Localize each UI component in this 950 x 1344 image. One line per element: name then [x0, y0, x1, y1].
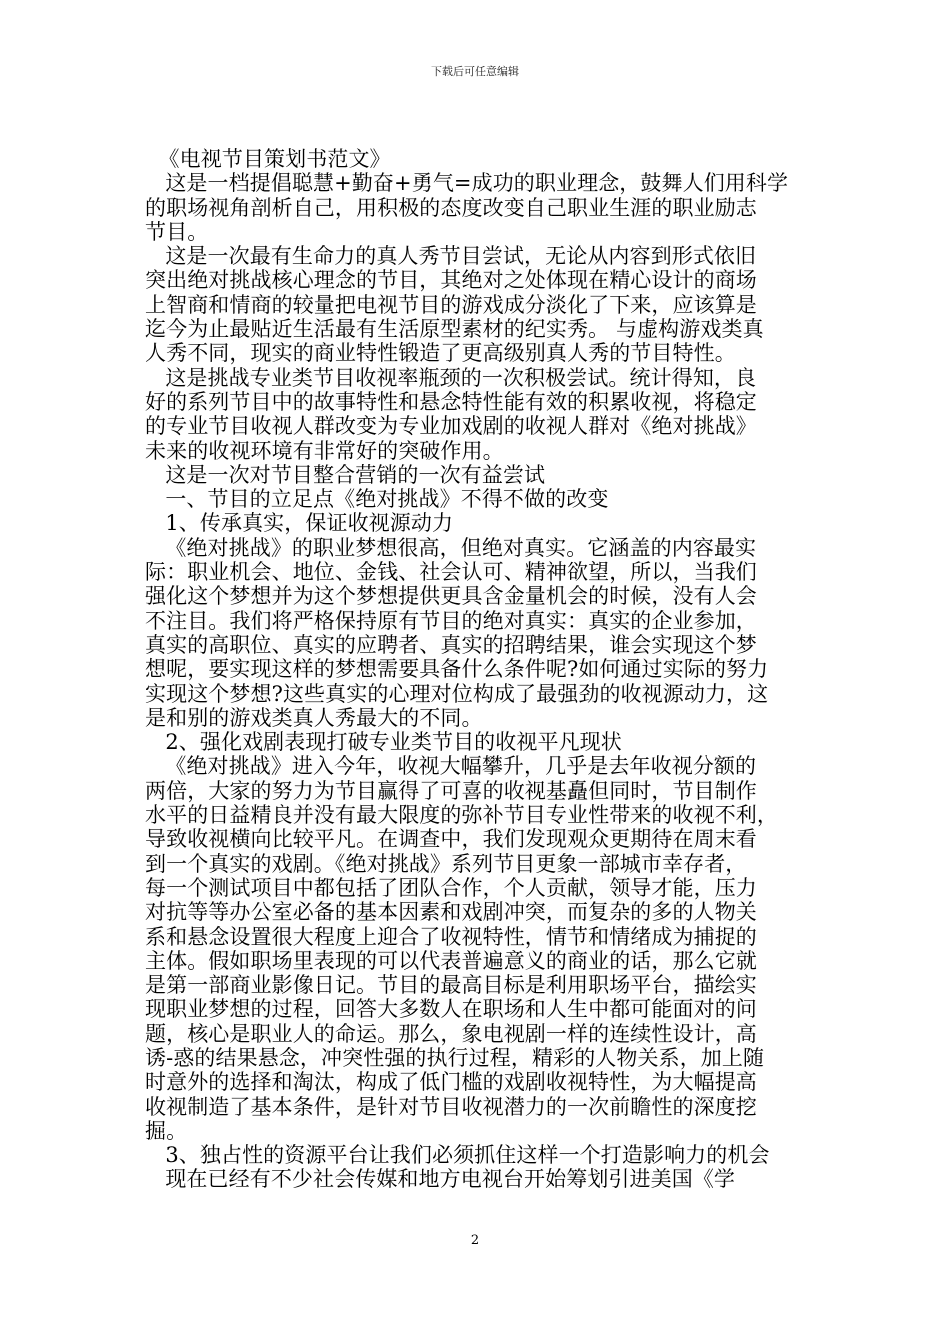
body-line: 题，核心是职业人的命运。那么，象电视剧一样的连续性设计，高: [145, 1021, 757, 1046]
body-line: 收视制造了基本条件，是针对节目收视潜力的一次前瞻性的深度挖: [145, 1094, 757, 1119]
body-line: 两倍，大家的努力为节目赢得了可喜的收视基矗但同时，节目制作: [145, 778, 757, 803]
section-heading: 一、节目的立足点《绝对挑战》不得不做的改变: [145, 487, 609, 512]
body-line: 这是一次对节目整合营销的一次有益尝试: [145, 462, 546, 487]
body-line: 好的系列节目中的故事特性和悬念特性能有效的积累收视，将稳定: [145, 389, 757, 414]
body-line: 现职业梦想的过程，回答大多数人在职场和人生中都可能面对的问: [145, 997, 757, 1022]
subsection-heading: 1、传承真实，保证收视源动力: [145, 511, 454, 536]
body-line: 诱-惑的结果悬念，冲突性强的执行过程，精彩的人物关系，加上随: [145, 1045, 765, 1070]
body-line: 突出绝对挑战核心理念的节目，其绝对之处体现在精心设计的商场: [145, 268, 757, 293]
body-line: 现在已经有不少社会传媒和地方电视台开始筹划引进美国《学: [145, 1167, 736, 1192]
body-line: 导致收视横向比较平凡。在调查中，我们发现观众更期待在周末看: [145, 827, 757, 852]
body-line: 不注目。我们将严格保持原有节目的绝对真实：真实的企业参加，: [145, 608, 757, 633]
body-line: 的专业节目收视人群改变为专业加戏剧的收视人群对《绝对挑战》: [145, 414, 757, 439]
body-line: 真实的高职位、真实的应聘者、真实的招聘结果，谁会实现这个梦: [145, 632, 757, 657]
document-body: [145, 147, 825, 1192]
body-line: 《绝对挑战》进入今年，收视大幅攀升，几乎是去年收视分额的: [145, 754, 757, 779]
body-line: 节目。: [145, 219, 209, 244]
body-line: 主体。假如职场里表现的可以代表普遍意义的商业的话，那么它就: [145, 948, 757, 973]
subsection-heading: 3、独占性的资源平台让我们必须抓住这样一个打造影响力的机会: [145, 1143, 770, 1168]
body-line: 际：职业机会、地位、金钱、社会认可、精神欲望，所以，当我们: [145, 560, 757, 585]
body-line: 是和别的游戏类真人秀最大的不同。: [145, 705, 483, 730]
body-line: 时意外的选择和淘汰，构成了低门槛的戏剧收视特性，为大幅提高: [145, 1070, 757, 1095]
body-line: 水平的日益精良并没有最大限度的弥补节目专业性带来的收视不利，: [145, 803, 778, 828]
body-line: 未来的收视环境有非常好的突破作用。: [145, 438, 504, 463]
title-line: 《电视节目策划书范文》: [145, 147, 391, 171]
body-line: 强化这个梦想并为这个梦想提供更具含金量机会的时候，没有人会: [145, 584, 757, 609]
page-number: 2: [470, 1233, 480, 1248]
body-line: 这是挑战专业类节目收视率瓶颈的一次积极尝试。统计得知，良: [145, 365, 757, 390]
body-line: 迄今为止最贴近生活最有生活原型素材的纪实秀。 与虚构游戏类真: [145, 317, 764, 342]
page-header-note: 下载后可任意编辑: [431, 65, 519, 78]
body-line: 每一个测试项目中都包括了团队合作，个人贡献，领导才能，压力: [145, 875, 757, 900]
body-line: 是第一部商业影像日记。节目的最高目标是利用职场平台，描绘实: [145, 973, 757, 998]
body-line: 实现这个梦想?这些真实的心理对位构成了最强劲的收视源动力，这: [145, 681, 769, 706]
body-line: 想呢，要实现这样的梦想需要具备什么条件呢?如何通过实际的努力: [145, 657, 769, 682]
body-line: 人秀不同，现实的商业特性锻造了更高级别真人秀的节目特性。: [145, 341, 736, 366]
body-line: 对抗等等办公室必备的基本因素和戏剧冲突，而复杂的多的人物关: [145, 900, 757, 925]
body-line: 《绝对挑战》的职业梦想很高，但绝对真实。它涵盖的内容最实: [145, 535, 757, 560]
body-line: 到一个真实的戏剧。《绝对挑战》系列节目更象一部城市幸存者，: [145, 851, 747, 876]
body-line: 上智商和情商的较量把电视节目的游戏成分淡化了下来，应该算是: [145, 292, 757, 317]
body-line: 的职场视角剖析自己，用积极的态度改变自己职业生涯的职业励志: [145, 195, 757, 220]
body-line: 掘。: [145, 1118, 188, 1143]
subsection-heading: 2、强化戏剧表现打破专业类节目的收视平凡现状: [145, 730, 622, 755]
body-line: 这是一档提倡聪慧+勤奋+勇气=成功的职业理念，鼓舞人们用科学: [145, 171, 789, 196]
body-line: 系和悬念设置很大程度上迎合了收视特性，情节和情绪成为捕捉的: [145, 924, 757, 949]
body-line: 这是一次最有生命力的真人秀节目尝试，无论从内容到形式依旧: [145, 244, 757, 269]
